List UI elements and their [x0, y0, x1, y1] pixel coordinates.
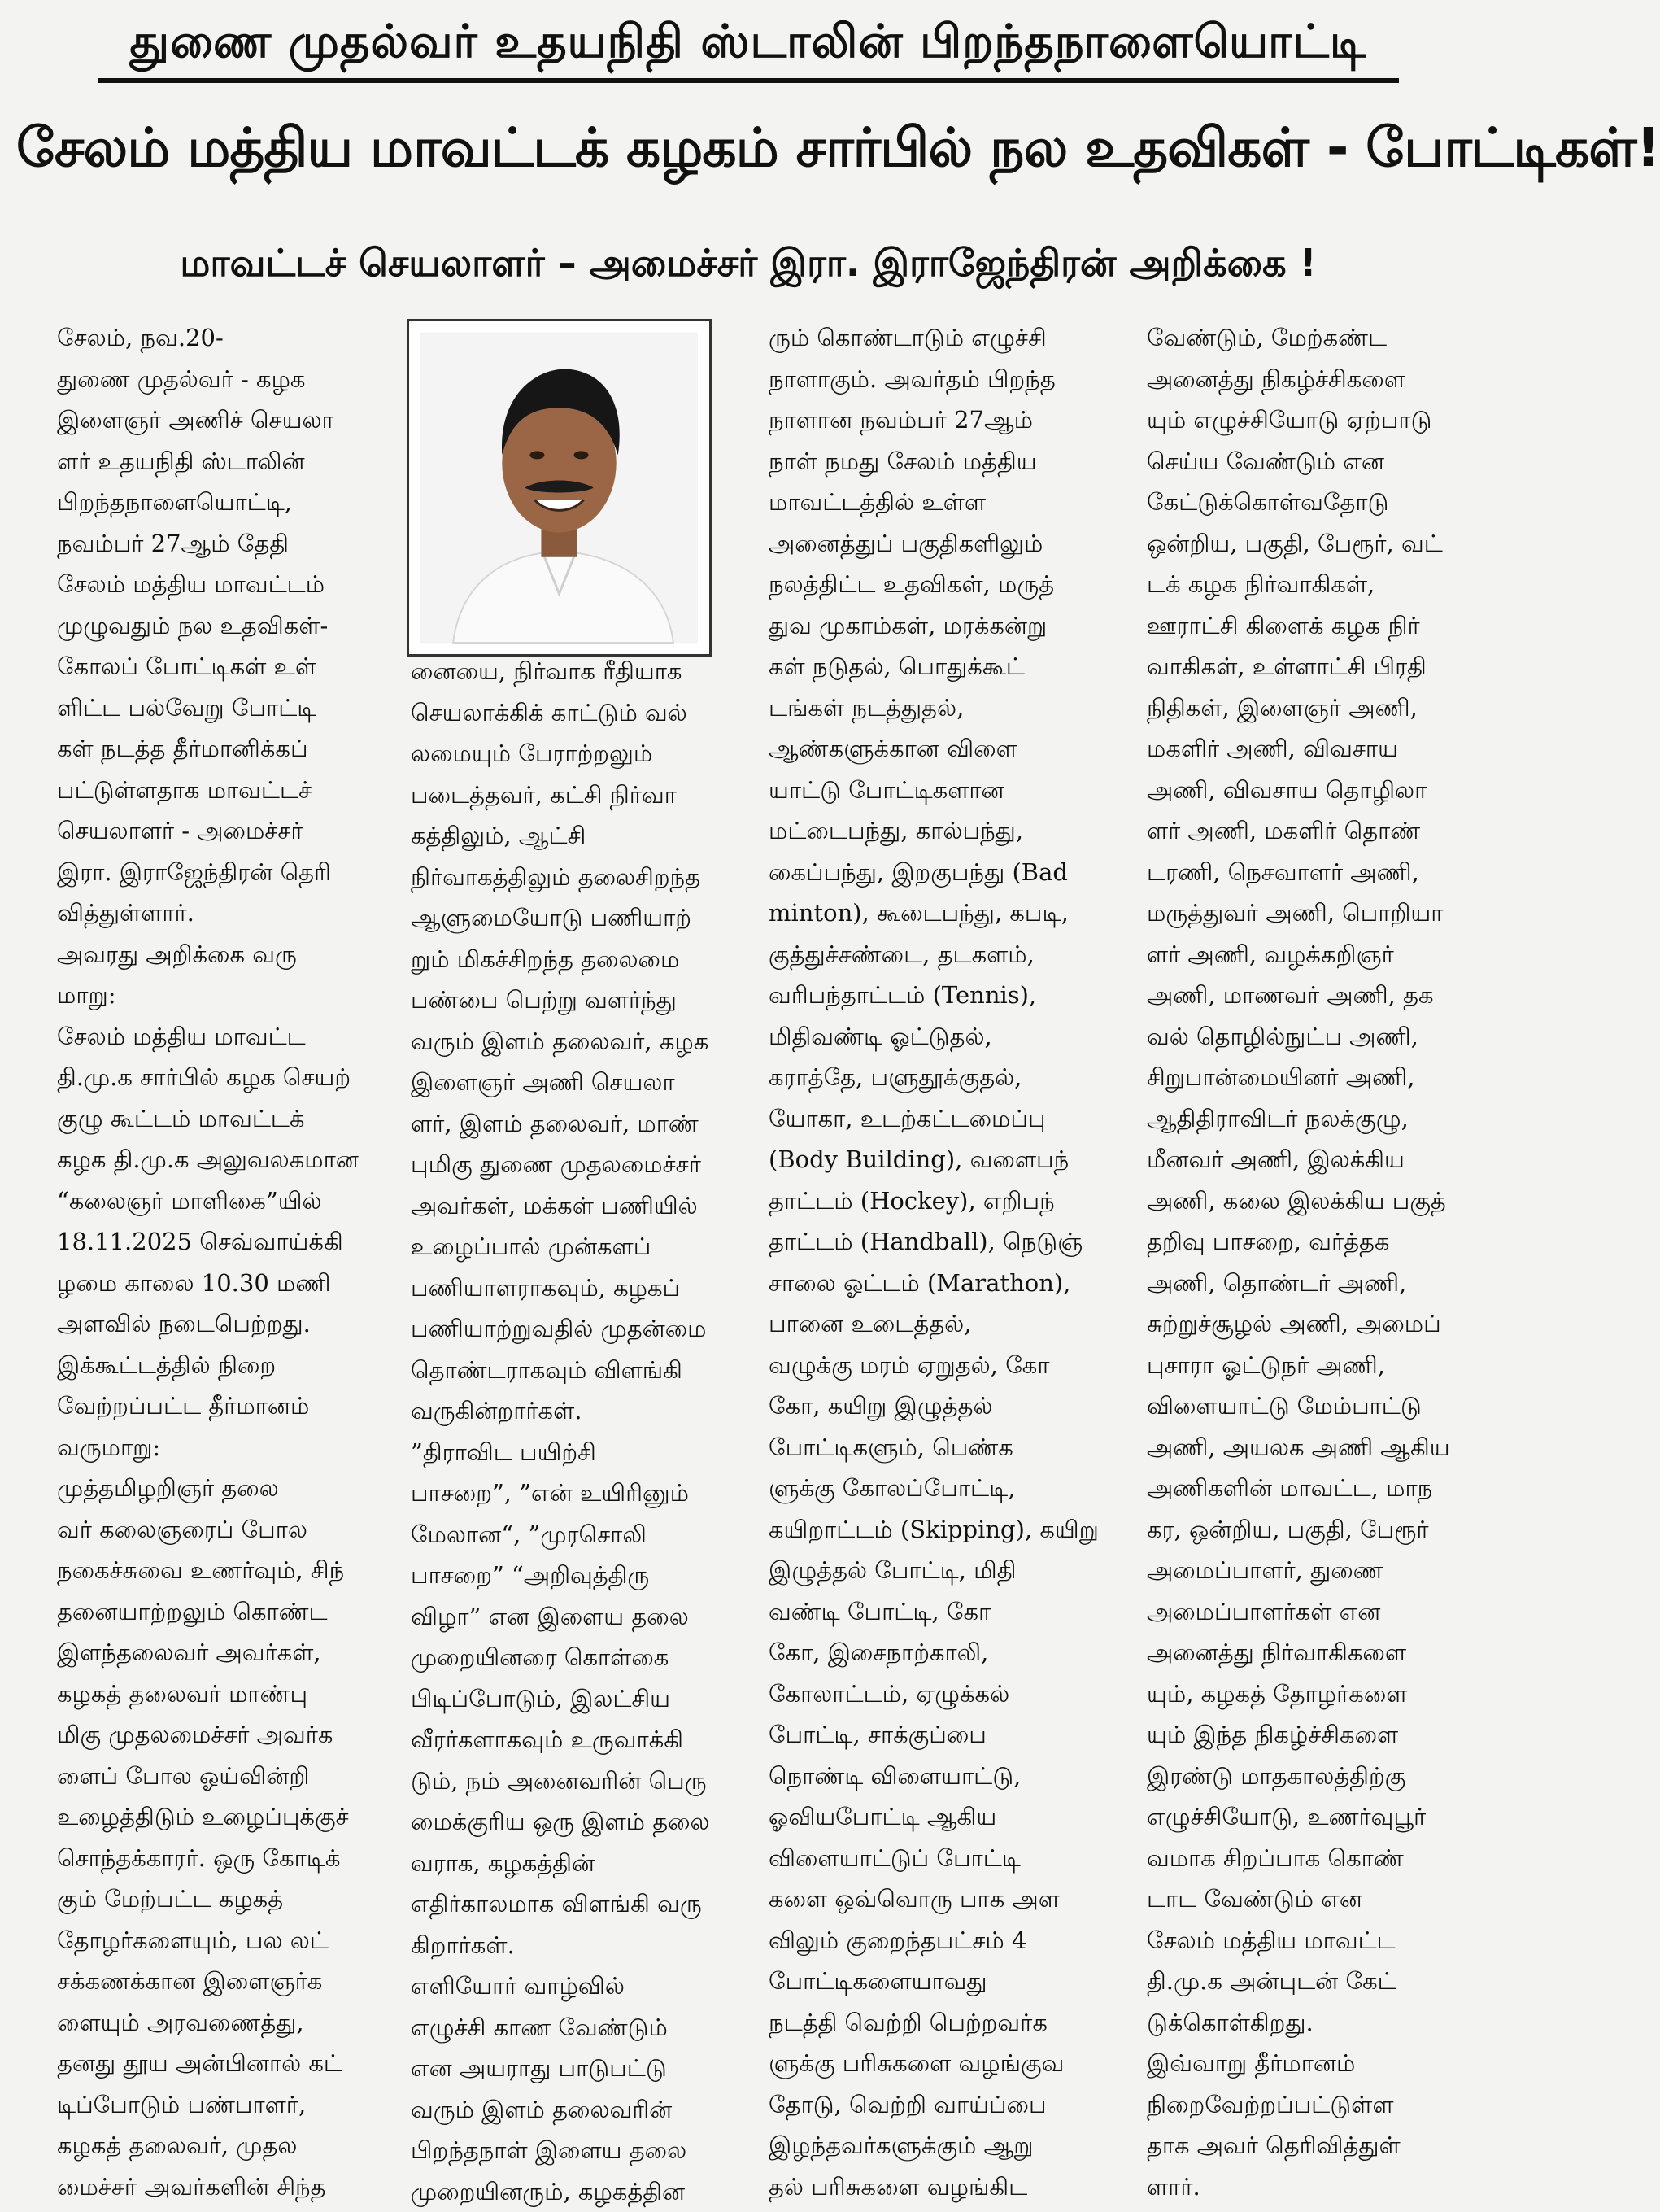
article-line: ஒன்றிய, பகுதி, பேரூர், வட் [1147, 523, 1488, 565]
article-line: சொந்தக்காரர். ஒரு கோடிக் [57, 1838, 358, 1879]
article-line: போட்டிகளும், பெண்க [769, 1427, 1118, 1468]
article-line: பாசறை”, ”என் உயிரினும் [411, 1472, 708, 1514]
article-line: ளுக்கு பரிசுகளை வழங்குவ [769, 2043, 1118, 2084]
article-line: ஊராட்சி கிளைக் கழக நிர் [1147, 605, 1488, 647]
article-line: மாவட்டத்தில் உள்ள [769, 482, 1118, 523]
article-line: பட்டுள்ளதாக மாவட்டச் [57, 770, 358, 811]
article-line: நொண்டி விளையாட்டு, [769, 1756, 1118, 1797]
article-line: தோடு, வெற்றி வாய்ப்பை [769, 2084, 1118, 2126]
article-line: ”திராவிட பயிற்சி [411, 1432, 708, 1473]
article-line: துணை முதல்வர் - கழக [57, 359, 358, 400]
article-line: ஆதிதிராவிடர் நலக்குழு, [1147, 1098, 1488, 1140]
article-line: பாசறை” “அறிவுத்திரு [411, 1555, 708, 1596]
article-line: நடத்தி வெற்றி பெற்றவர்க [769, 2002, 1118, 2044]
article-line: அனைத்துப் பகுதிகளிலும் [769, 523, 1118, 565]
article-line: குத்துச்சண்டை, தடகளம், [769, 934, 1118, 975]
article-line: “கலைஞர் மாளிகை”யில் [57, 1180, 358, 1222]
photo-area [420, 333, 698, 643]
article-line: உழைப்பால் முன்களப் [411, 1226, 708, 1267]
article-column-2 [411, 651, 708, 2188]
article-line: புமிகு துணை முதலமைச்சர் [411, 1144, 708, 1185]
article-line: அணி, விவசாய தொழிலா [1147, 770, 1488, 811]
article-line: போட்டிகளையாவது [769, 1961, 1118, 2002]
article-line: அணி, மாணவர் அணி, தக [1147, 975, 1488, 1016]
article-line: பிறந்தநாள் இளைய தலை [411, 2130, 708, 2171]
article-line: டக் கழக நிர்வாகிகள், [1147, 564, 1488, 605]
article-line: அணி, அயலக அணி ஆகிய [1147, 1427, 1488, 1468]
article-line: கோ, இசைநாற்காலி, [769, 1632, 1118, 1673]
article-line: சேலம், நவ.20- [57, 317, 358, 359]
article-line: அணி, கலை இலக்கிய பகுத் [1147, 1180, 1488, 1222]
article-line: லமையும் பேராற்றலும் [411, 733, 708, 774]
article-line: அணி, தொண்டர் அணி, [1147, 1263, 1488, 1304]
article-line: பணியாளராகவும், கழகப் [411, 1267, 708, 1309]
article-line: உழைத்திடும் உழைப்புக்குச் [57, 1796, 358, 1838]
article-line: தொண்டராகவும் விளங்கி [411, 1350, 708, 1391]
article-line: ளையும் அரவணைத்து, [57, 2002, 358, 2044]
article-line: களை ஒவ்வொரு பாக அள [769, 1878, 1118, 1920]
article-line: பணியாற்றுவதில் முதன்மை [411, 1308, 708, 1350]
article-line: னையை, நிர்வாக ரீதியாக [411, 651, 708, 692]
article-line: அணிகளின் மாவட்ட, மாந [1147, 1468, 1488, 1509]
article-line: முத்தமிழறிஞர் தலை [57, 1468, 358, 1509]
article-line: எதிர்காலமாக விளங்கி வரு [411, 1883, 708, 1925]
article-line: வரும் இளம் தலைவரின் [411, 2089, 708, 2131]
article-line: சக்கணக்கான இளைஞர்க [57, 1961, 358, 2002]
article-line: கள் நடத்த தீர்மானிக்கப் [57, 728, 358, 770]
article-line: யாட்டு போட்டிகளான [769, 770, 1118, 811]
portrait-photo [407, 319, 712, 657]
article-line: கிறார்கள். [411, 1925, 708, 1966]
portrait-illustration [420, 333, 698, 643]
article-line: யும், கழகத் தோழர்களை [1147, 1673, 1488, 1715]
article-line: றும் மிகச்சிறந்த தலைமை [411, 939, 708, 980]
article-line: புசாரா ஓட்டுநர் அணி, [1147, 1345, 1488, 1386]
article-line: கழகத் தலைவர், முதல [57, 2125, 358, 2166]
article-line: கோலப் போட்டிகள் உள் [57, 646, 358, 687]
article-line: டரணி, நெசவாளர் அணி, [1147, 852, 1488, 893]
article-line: வல் தொழில்நுட்ப அணி, [1147, 1016, 1488, 1058]
article-line: தறிவு பாசறை, வர்த்தக [1147, 1221, 1488, 1263]
article-line: மருத்துவர் அணி, பொறியா [1147, 892, 1488, 934]
article-line: தனது தூய அன்பினால் கட் [57, 2043, 358, 2084]
article-line: வரிபந்தாட்டம் (Tennis), [769, 975, 1118, 1016]
article-line: நிர்வாகத்திலும் தலைசிறந்த [411, 857, 708, 898]
article-line: ளர் அணி, வழக்கறிஞர் [1147, 934, 1488, 975]
article-line: மீனவர் அணி, இலக்கிய [1147, 1139, 1488, 1180]
article-line: ளைப் போல ஓய்வின்றி [57, 1756, 358, 1797]
article-line: படைத்தவர், கட்சி நிர்வா [411, 774, 708, 816]
article-column-1 [57, 317, 358, 2188]
article-line: வேண்டும், மேற்கண்ட [1147, 317, 1488, 359]
article-line: இளைஞர் அணிச் செயலா [57, 399, 358, 441]
article-line: வருமாறு: [57, 1427, 358, 1468]
article-line: சாலை ஓட்டம் (Marathon), [769, 1263, 1118, 1304]
article-line: பண்பை பெற்று வளர்ந்து [411, 979, 708, 1021]
article-line: இழுத்தல் போட்டி, மிதி [769, 1550, 1118, 1591]
article-line: எழுச்சி காண வேண்டும் [411, 2007, 708, 2048]
article-line: நிறைவேற்றப்பட்டுள்ள [1147, 2084, 1488, 2126]
article-line: போட்டி, சாக்குப்பை [769, 1714, 1118, 1756]
article-line: கேட்டுக்கொள்வதோடு [1147, 482, 1488, 523]
article-line: நகைச்சுவை உணர்வும், சிந் [57, 1550, 358, 1591]
article-line: முறையினரை கொள்கை [411, 1637, 708, 1678]
article-line: கழகத் தலைவர் மாண்பு [57, 1673, 358, 1715]
article-line: வரும் இளம் தலைவர், கழக [411, 1021, 708, 1062]
article-column-4 [1147, 317, 1488, 2188]
article-line: அமைப்பாளர்கள் என [1147, 1591, 1488, 1633]
main-headline: சேலம் மத்திய மாவட்டக் கழகம் சார்பில் நல உதவிகள் - போட்டிகள்! [16, 99, 1479, 197]
article-line: யும் இந்த நிகழ்ச்சிகளை [1147, 1714, 1488, 1756]
article-line: சேலம் மத்திய மாவட்டம் [57, 564, 358, 605]
article-line: நாள் நமது சேலம் மத்திய [769, 441, 1118, 482]
article-line: நிதிகள், இளைஞர் அணி, [1147, 687, 1488, 729]
article-line: தனையாற்றலும் கொண்ட [57, 1591, 358, 1633]
article-line: பிடிப்போடும், இலட்சிய [411, 1678, 708, 1720]
article-line: ளிட்ட பல்வேறு போட்டி [57, 687, 358, 729]
article-line: 18.11.2025 செவ்வாய்க்கி [57, 1221, 358, 1263]
article-line: டங்கள் நடத்துதல், [769, 687, 1118, 729]
article-line: கராத்தே, பளுதூக்குதல், [769, 1057, 1118, 1098]
article-line: வருகின்றார்கள். [411, 1390, 708, 1432]
article-line: ளர் உதயநிதி ஸ்டாலின் [57, 441, 358, 482]
article-line: விளையாட்டுப் போட்டி [769, 1838, 1118, 1879]
article-line: ளர், இளம் தலைவர், மாண் [411, 1103, 708, 1145]
article-line: இரண்டு மாதகாலத்திற்கு [1147, 1756, 1488, 1797]
article-line: வித்துள்ளார். [57, 892, 358, 934]
article-line: ஓவியபோட்டி ஆகிய [769, 1796, 1118, 1838]
article-line: யும் எழுச்சியோடு ஏற்பாடு [1147, 399, 1488, 441]
article-line: எழுச்சியோடு, உணர்வுபூர் [1147, 1796, 1488, 1838]
article-line: இளந்தலைவர் அவர்கள், [57, 1632, 358, 1673]
article-line: ஆளுமையோடு பணியாற் [411, 897, 708, 939]
article-line: கழக தி.மு.க அலுவலகமான [57, 1139, 358, 1180]
article-line: தி.மு.க சார்பில் கழக செயற் [57, 1057, 358, 1098]
article-line: ளார். [1147, 2166, 1488, 2208]
article-line: வண்டி போட்டி, கோ [769, 1591, 1118, 1633]
article-line: வர் கலைஞரைப் போல [57, 1509, 358, 1551]
article-line: மைச்சர் அவர்களின் சிந்த [57, 2166, 358, 2208]
article-line: டிப்போடும் பண்பாளர், [57, 2084, 358, 2126]
article-line: டும், நம் அனைவரின் பெரு [411, 1760, 708, 1802]
article-column-3 [769, 317, 1118, 2188]
article-line: வழுக்கு மரம் ஏறுதல், கோ [769, 1345, 1118, 1386]
article-line: செய்ய வேண்டும் என [1147, 441, 1488, 482]
article-line: ரும் கொண்டாடும் எழுச்சி [769, 317, 1118, 359]
article-line: கள் நடுதல், பொதுக்கூட் [769, 646, 1118, 687]
article-line: ஆண்களுக்கான விளை [769, 728, 1118, 770]
article-line: அனைத்து நிகழ்ச்சிகளை [1147, 359, 1488, 400]
article-line: நாளாகும். அவர்தம் பிறந்த [769, 359, 1118, 400]
article-line: ளர் அணி, மகளிர் தொண் [1147, 810, 1488, 852]
article-line: அவரது அறிக்கை வரு [57, 934, 358, 975]
article-line: குழு கூட்டம் மாவட்டக் [57, 1098, 358, 1140]
article-line: விளையாட்டு மேம்பாட்டு [1147, 1385, 1488, 1427]
article-line: டுக்கொள்கிறது. [1147, 2002, 1488, 2044]
article-line: தாட்டம் (Handball), நெடுஞ் [769, 1221, 1118, 1263]
article-line: இழந்தவர்களுக்கும் ஆறு [769, 2125, 1118, 2166]
article-line: என அயராது பாடுபட்டு [411, 2048, 708, 2089]
article-line: நலத்திட்ட உதவிகள், மருத் [769, 564, 1118, 605]
article-line: செயலாக்கிக் காட்டும் வல் [411, 692, 708, 734]
article-line: கயிறாட்டம் (Skipping), கயிறு [769, 1509, 1118, 1551]
article-line: வாகிகள், உள்ளாட்சி பிரதி [1147, 646, 1488, 687]
article-line: பானை உடைத்தல், [769, 1303, 1118, 1345]
kicker-underline [98, 78, 1399, 83]
article-line: முழுவதும் நல உதவிகள்- [57, 605, 358, 647]
article-line: கைப்பந்து, இறகுபந்து (Bad [769, 852, 1118, 893]
article-line: கும் மேற்பட்ட கழகத் [57, 1878, 358, 1920]
article-line: (Body Building), வளைபந் [769, 1139, 1118, 1180]
article-line: தாட்டம் (Hockey), எறிபந் [769, 1180, 1118, 1222]
article-line: பிறந்தநாளையொட்டி, [57, 482, 358, 523]
article-line: வமாக சிறப்பாக கொண் [1147, 1838, 1488, 1879]
article-line: minton), கூடைபந்து, கபடி, [769, 892, 1118, 934]
article-line: தல் பரிசுகளை வழங்கிட [769, 2166, 1118, 2208]
article-line: ழமை காலை 10.30 மணி [57, 1263, 358, 1304]
article-line: எளியோர் வாழ்வில் [411, 1965, 708, 2007]
article-line: தோழர்களையும், பல லட் [57, 1920, 358, 1961]
article-line: விலும் குறைந்தபட்சம் 4 [769, 1920, 1118, 1961]
article-line: வேற்றப்பட்ட தீர்மானம் [57, 1385, 358, 1427]
article-line: கத்திலும், ஆட்சி [411, 815, 708, 857]
article-line: அவர்கள், மக்கள் பணியில் [411, 1185, 708, 1227]
article-line: நவம்பர் 27ஆம் தேதி [57, 523, 358, 565]
article-line: கர, ஒன்றிய, பகுதி, பேரூர் [1147, 1509, 1488, 1551]
subheadline: மாவட்டச் செயலாளர் – அமைச்சர் இரா. இராஜேந்திரன் அறிக்கை ! [57, 228, 1440, 298]
article-line: தாக அவர் தெரிவித்துள் [1147, 2125, 1488, 2166]
article-line: மகளிர் அணி, விவசாய [1147, 728, 1488, 770]
article-line: சேலம் மத்திய மாவட்ட [1147, 1920, 1488, 1961]
article-line: சுற்றுச்சூழல் அணி, அமைப் [1147, 1303, 1488, 1345]
article-line: செயலாளர் - அமைச்சர் [57, 810, 358, 852]
article-line: அனைத்து நிர்வாகிகளை [1147, 1632, 1488, 1673]
article-line: மைக்குரிய ஒரு இளம் தலை [411, 1801, 708, 1843]
article-line: கோலாட்டம், ஏழுக்கல் [769, 1673, 1118, 1715]
article-line: மட்டைபந்து, கால்பந்து, [769, 810, 1118, 852]
article-line: தி.மு.க அன்புடன் கேட் [1147, 1961, 1488, 2002]
article-line: யோகா, உடற்கட்டமைப்பு [769, 1098, 1118, 1140]
article-line: மிதிவண்டி ஓட்டுதல், [769, 1016, 1118, 1058]
article-line: வராக, கழகத்தின் [411, 1843, 708, 1884]
article-line: அமைப்பாளர், துணை [1147, 1550, 1488, 1591]
article-line: இக்கூட்டத்தில் நிறை [57, 1345, 358, 1386]
kicker-headline: துணை முதல்வர் உதயநிதி ஸ்டாலின் பிறந்தநாளையொட்டி [73, 10, 1423, 75]
article-line: வீரர்களாகவும் உருவாக்கி [411, 1719, 708, 1760]
article-line: சேலம் மத்திய மாவட்ட [57, 1016, 358, 1058]
article-line: மேலான“, ”முரசொலி [411, 1514, 708, 1555]
article-line: மிகு முதலமைச்சர் அவர்க [57, 1714, 358, 1756]
article-line: நாளான நவம்பர் 27ஆம் [769, 399, 1118, 441]
article-line: அளவில் நடைபெற்றது. [57, 1303, 358, 1345]
article-line: டாட வேண்டும் என [1147, 1878, 1488, 1920]
article-line: கோ, கயிறு இழுத்தல் [769, 1385, 1118, 1427]
article-line: இரா. இராஜேந்திரன் தெரி [57, 852, 358, 893]
article-line: மாறு: [57, 975, 358, 1016]
article-line: முறையினரும், கழகத்தின [411, 2171, 708, 2212]
article-line: இவ்வாறு தீர்மானம் [1147, 2043, 1488, 2084]
article-line: ளுக்கு கோலப்போட்டி, [769, 1468, 1118, 1509]
article-line: சிறுபான்மையினர் அணி, [1147, 1057, 1488, 1098]
article-line: இளைஞர் அணி செயலா [411, 1062, 708, 1103]
article-line: துவ முகாம்கள், மரக்கன்று [769, 605, 1118, 647]
article-line: விழா” என இளைய தலை [411, 1596, 708, 1638]
